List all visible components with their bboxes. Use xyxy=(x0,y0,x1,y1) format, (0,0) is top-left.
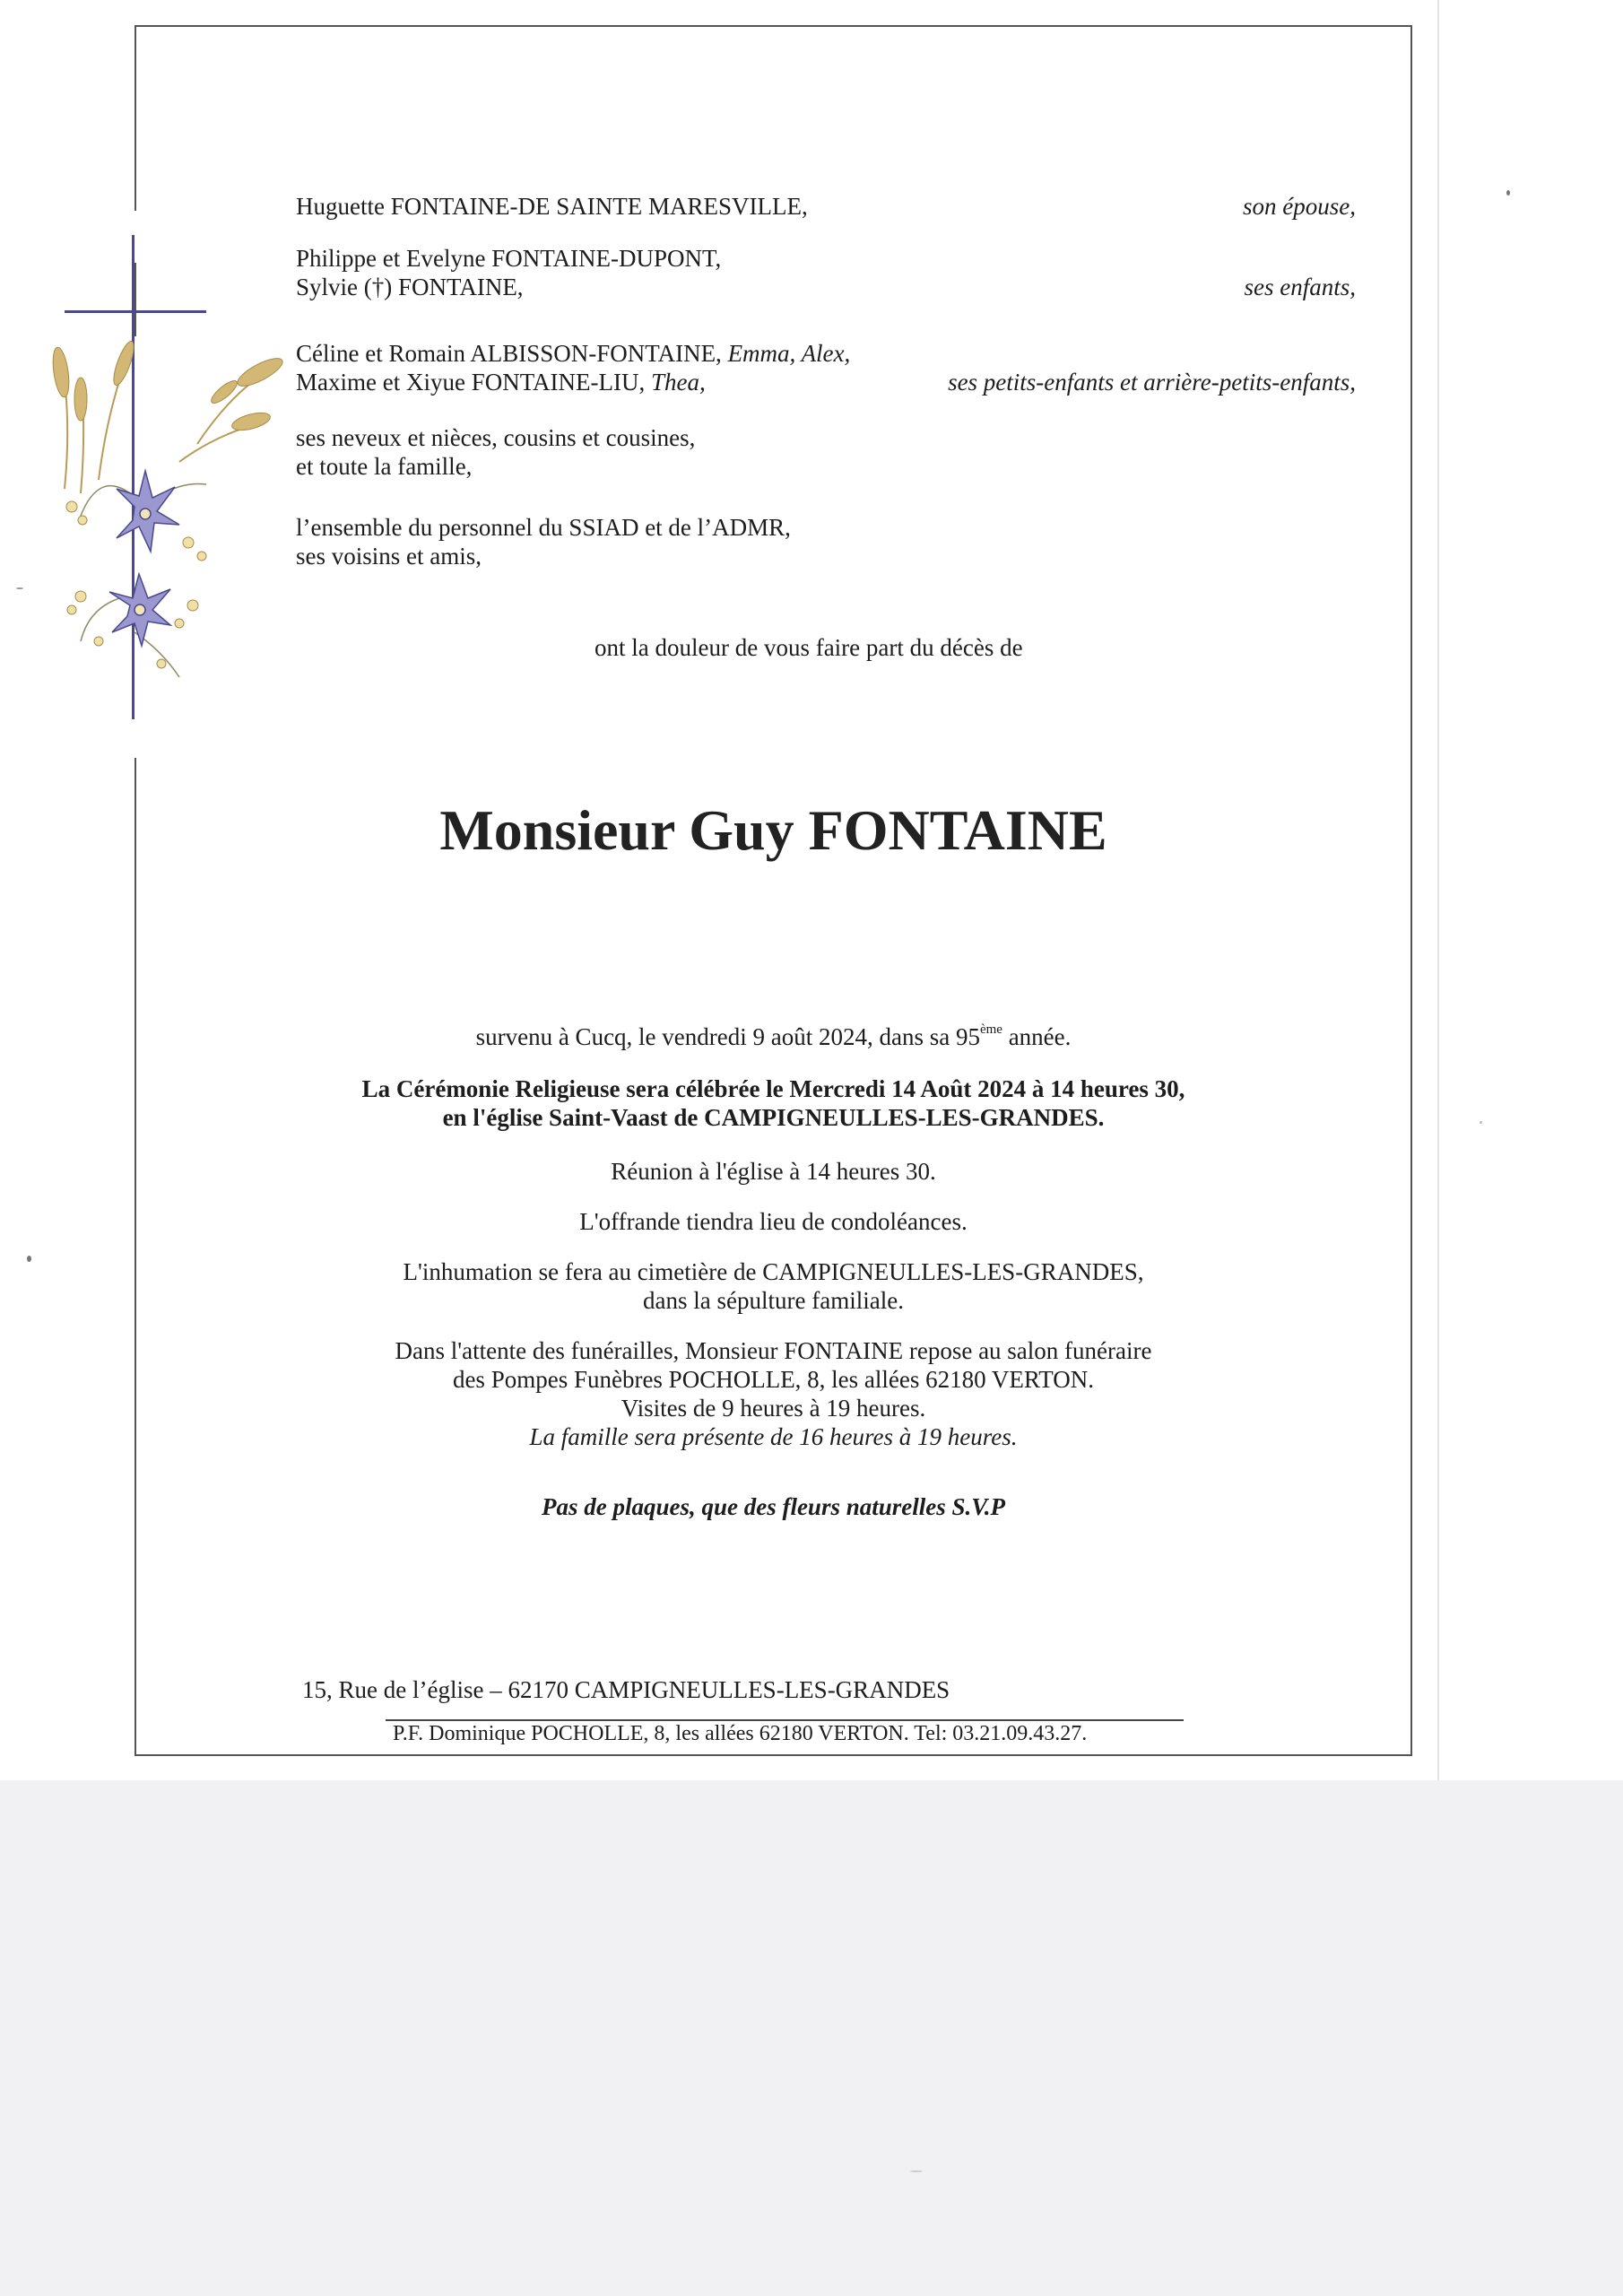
death-text-end: année. xyxy=(1002,1023,1072,1050)
death-text: survenu à Cucq, le vendredi 9 août 2024, dans sa 95 xyxy=(475,1023,980,1050)
cross-bar xyxy=(65,310,206,313)
great-grandchildren-names-1: Emma, Alex, xyxy=(727,340,851,367)
children-role: ses enfants, xyxy=(1244,274,1356,300)
scan-background xyxy=(0,1780,1623,2296)
deceased-name: Monsieur Guy FONTAINE xyxy=(439,798,1107,862)
ceremony-line-2: en l'église Saint-Vaast de CAMPIGNEULLES-LES-GRANDES. xyxy=(442,1104,1105,1131)
burial-line-2: dans la sépulture familiale. xyxy=(643,1287,904,1314)
family-address: 15, Rue de l’église – 62170 CAMPIGNEULLES-LES-GRANDES xyxy=(302,1676,950,1703)
relatives-line-2: et toute la famille, xyxy=(296,453,473,480)
children-line-1: Philippe et Evelyne FONTAINE-DUPONT, xyxy=(296,245,722,272)
ceremony-line-1: La Cérémonie Religieuse sera célébrée le Mercredi 14 Août 2024 à 14 heures 30, xyxy=(361,1075,1185,1102)
staff-line-2: ses voisins et amis, xyxy=(296,543,482,570)
burial-line-1: L'inhumation se fera au cimetière de CAMPIGNEULLES-LES-GRANDES, xyxy=(403,1258,1144,1285)
offering-info: L'offrande tiendra lieu de condoléances. xyxy=(579,1208,968,1235)
staff-line-1: l’ensemble du personnel du SSIAD et de l’ADMR, xyxy=(296,514,791,541)
wake-line-1: Dans l'attente des funérailles, Monsieur FONTAINE repose au salon funéraire xyxy=(395,1337,1152,1364)
flowers-note: Pas de plaques, que des fleurs naturelles S.V.P xyxy=(541,1493,1006,1520)
great-grandchildren-names-2: Thea, xyxy=(651,369,706,396)
children-line-2: Sylvie (†) FONTAINE, xyxy=(296,274,524,300)
scan-edge-line xyxy=(1437,0,1439,1780)
wake-line-3: Visites de 9 heures à 19 heures. xyxy=(621,1395,926,1422)
grandchildren-names-1: Céline et Romain ALBISSON-FONTAINE, xyxy=(296,340,722,367)
grandchildren-line-1 xyxy=(296,339,850,368)
spouse-name: Huguette FONTAINE-DE SAINTE MARESVILLE, xyxy=(296,193,808,220)
announcement: ont la douleur de vous faire part du décès de xyxy=(595,634,1023,661)
grandchildren-role: ses petits-enfants et arrière-petits-enfants, xyxy=(948,369,1356,396)
death-superscript: ème xyxy=(979,1022,1002,1037)
spouse-role: son épouse, xyxy=(1243,193,1356,220)
grandchildren-names-2: Maxime et Xiyue FONTAINE-LIU, xyxy=(296,369,646,396)
wake-line-4: La famille sera présente de 16 heures à 19 heures. xyxy=(529,1423,1018,1450)
death-details xyxy=(135,1022,1412,1051)
relatives-line-1: ses neveux et nièces, cousins et cousines, xyxy=(296,424,696,451)
wake-line-2: des Pompes Funèbres POCHOLLE, 8, les allées 62180 VERTON. xyxy=(452,1366,1095,1393)
funeral-home-info: P.F. Dominique POCHOLLE, 8, les allées 62180 VERTON. Tel: 03.21.09.43.27. xyxy=(393,1722,1088,1745)
meeting-info: Réunion à l'église à 14 heures 30. xyxy=(611,1158,936,1185)
wheat-and-flowers-icon xyxy=(45,336,287,682)
grandchildren-line-2 xyxy=(296,368,706,396)
